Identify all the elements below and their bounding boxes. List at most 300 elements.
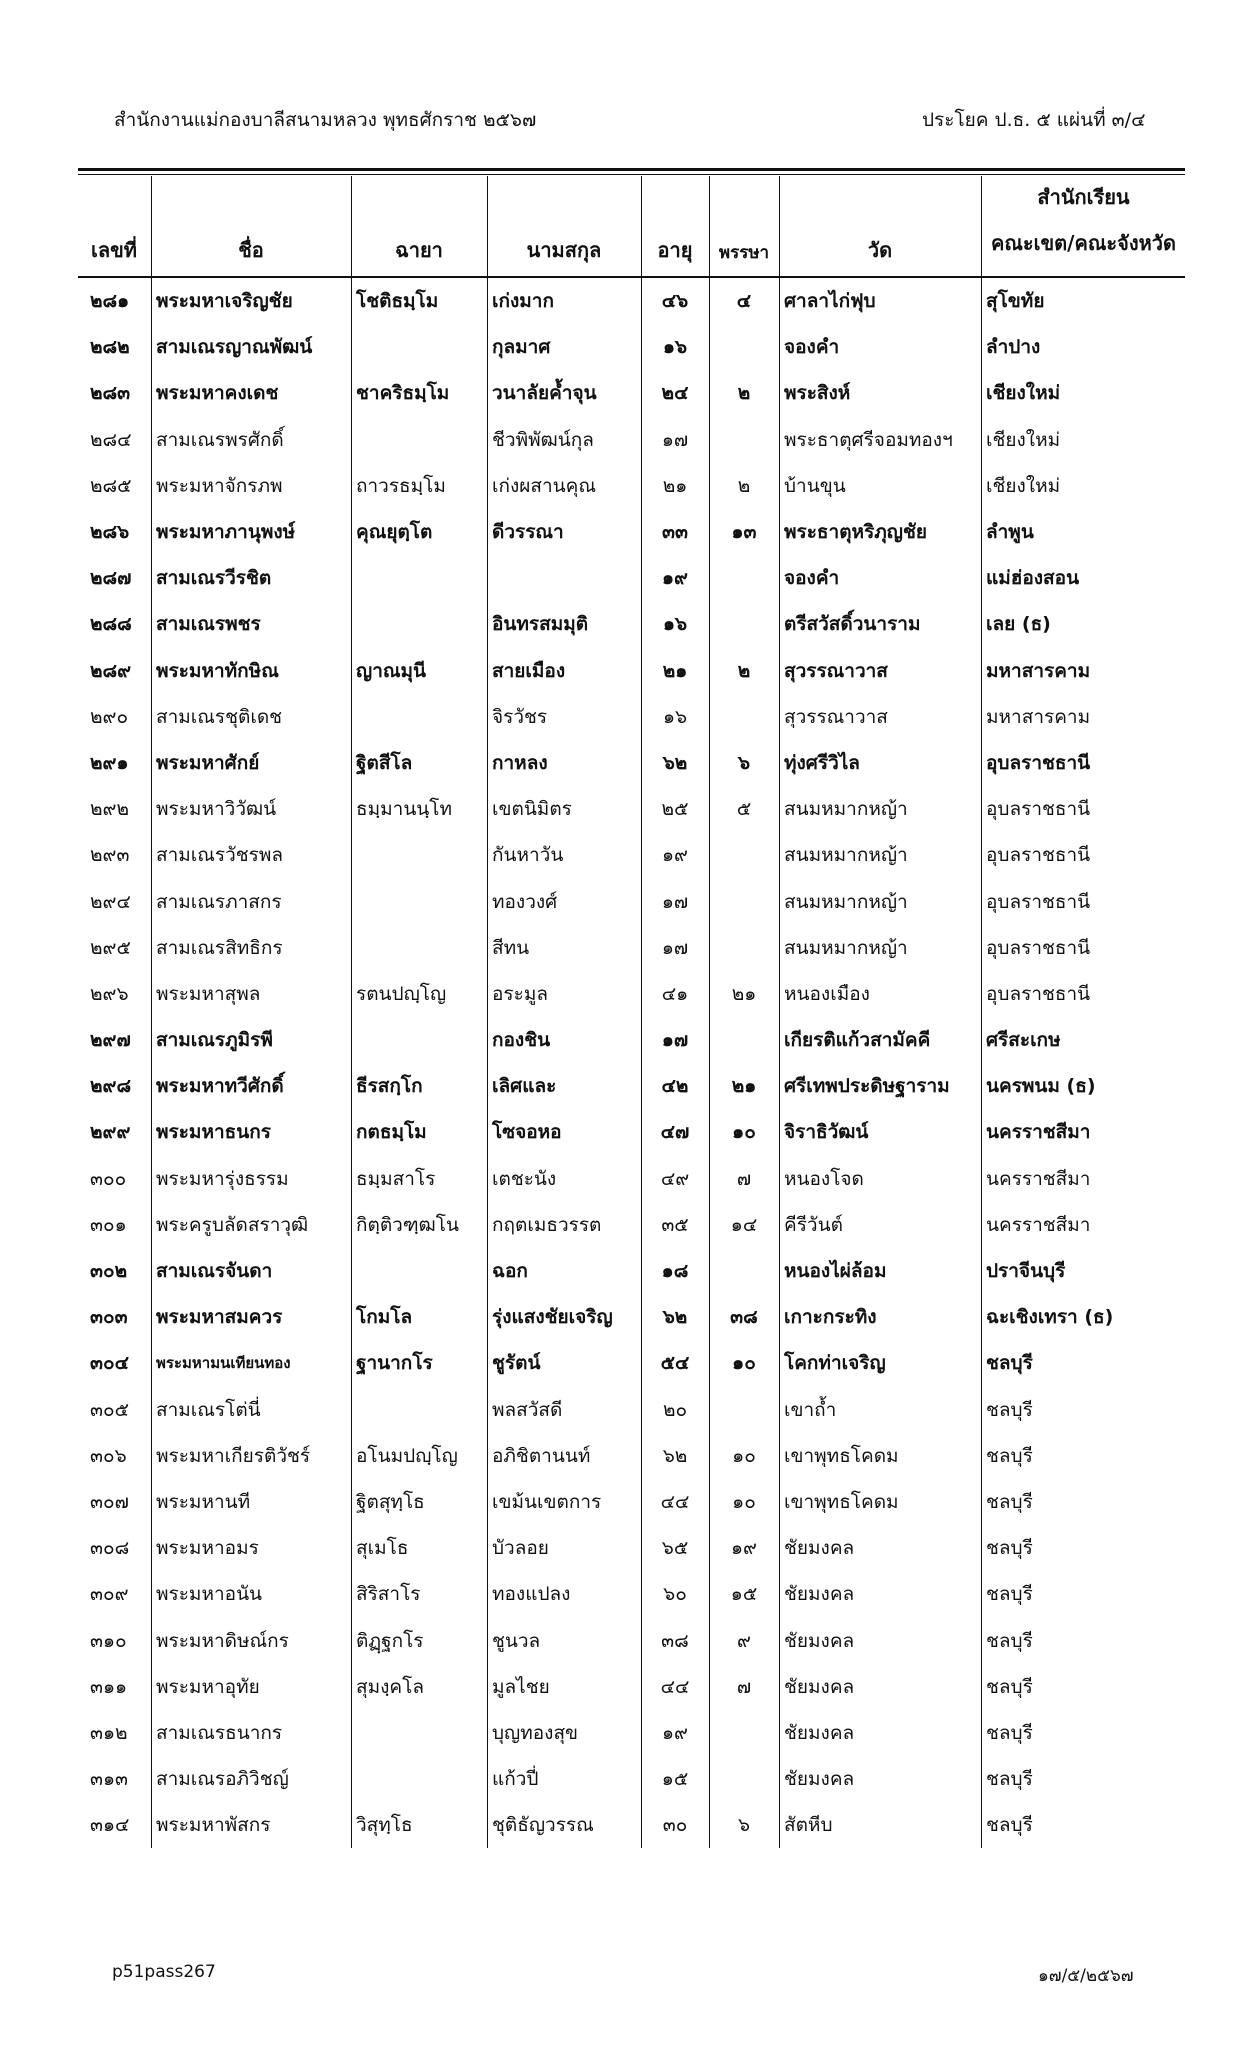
cell-pansa: ๒ (737, 382, 751, 405)
table-row (78, 601, 1185, 647)
cell-chaya: ติฏฺฐกโร (356, 1629, 424, 1652)
table-row (78, 1802, 1185, 1848)
cell-chaya (352, 1756, 486, 1802)
cell-age: ๑๗ (661, 1029, 689, 1052)
cell-chaya (352, 1387, 486, 1433)
cell-surname: เก่งผสานคุณ (492, 474, 596, 497)
cell-surname: บุญทองสุข (492, 1721, 579, 1744)
cell-age: ๔๒ (661, 1075, 689, 1098)
cell-province: ปราจีนบุรี (986, 1260, 1066, 1283)
cell-no: ๒๘๘ (90, 613, 132, 636)
table-row (78, 925, 1185, 971)
cell-surname: เก่งมาก (492, 290, 554, 313)
cell-surname: ชูรัตน์ (492, 1352, 541, 1375)
cell-surname: ชีวพิพัฒน์กุล (492, 428, 594, 451)
cell-no: ๓๐๘ (90, 1537, 130, 1560)
table-row (78, 1387, 1185, 1433)
cell-surname: มูลไชย (492, 1675, 550, 1698)
cell-age: ๓๐ (662, 1814, 688, 1837)
cell-name: พระมหาดิษณ์กร (156, 1629, 289, 1652)
cell-name: พระมหาศักย์ (156, 751, 260, 774)
cell-pansa: ๑๐ (732, 1444, 756, 1467)
table-row (78, 324, 1185, 370)
cell-no: ๒๘๔ (90, 428, 132, 451)
cell-surname: เลิศและ (492, 1075, 557, 1098)
cell-name: พระมหาเจริญชัย (156, 290, 293, 313)
cell-chaya (352, 925, 486, 971)
cell-pansa (710, 1710, 778, 1756)
cell-pansa: ๔ (736, 290, 752, 313)
table-row (78, 740, 1185, 786)
cell-surname: แก้วปี่ (492, 1768, 539, 1791)
table-row (78, 1571, 1185, 1617)
cell-no: ๒๙๘ (90, 1075, 132, 1098)
cell-surname: ชุติธัญวรรณ (492, 1814, 594, 1837)
table-row (78, 1756, 1185, 1802)
cell-wat: ชัยมงคล (784, 1768, 855, 1791)
cell-province: ชลบุรี (986, 1444, 1033, 1467)
cell-province: อุบลราชธานี (986, 982, 1091, 1005)
cell-surname: โซจอหอ (492, 1121, 562, 1144)
footer-date: ๑๗/๕/๒๕๖๗ (1038, 1966, 1134, 1986)
cell-pansa: ๗ (736, 1675, 752, 1698)
cell-chaya: คุณยุตฺโต (356, 521, 433, 544)
cell-chaya: ธมฺมานนฺโท (356, 798, 453, 821)
table-row (78, 555, 1185, 601)
cell-chaya: อโนมปญฺโญ (356, 1444, 458, 1467)
cell-name: พระมหาวิวัฒน์ (156, 798, 277, 821)
cell-pansa (710, 694, 778, 740)
cell-no: ๓๐๔ (90, 1352, 129, 1375)
cell-surname: ทองแปลง (492, 1583, 571, 1606)
cell-province: ชลบุรี (986, 1675, 1033, 1698)
table-row (78, 1294, 1185, 1340)
cell-age: ๔๙ (660, 1167, 690, 1190)
col-header-school-bottom: คณะเขต/คณะจังหวัด (990, 231, 1177, 255)
cell-name: พระมหาสมควร (156, 1306, 283, 1329)
cell-pansa (710, 601, 778, 647)
cell-surname: ฉอก (492, 1260, 528, 1283)
cell-pansa: ๗ (736, 1167, 752, 1190)
cell-province: ชลบุรี (986, 1537, 1033, 1560)
top-rule-thin (78, 174, 1185, 175)
table-row (78, 1340, 1185, 1386)
cell-age: ๒๔ (661, 382, 689, 405)
cell-province: แม่ฮ่องสอน (986, 567, 1080, 590)
cell-pansa: ๒๑ (731, 1075, 757, 1098)
cell-wat: พระธาตุศรีจอมทองฯ (784, 428, 953, 451)
cell-chaya: ถาวรธมฺโม (356, 474, 446, 497)
cell-surname: อินทรสมมุติ (492, 613, 589, 636)
cell-chaya: ชาคริธมฺโม (356, 382, 450, 405)
cell-surname: กุลมาศ (492, 336, 551, 359)
cell-pansa (710, 1756, 778, 1802)
cell-no: ๓๐๐ (90, 1167, 127, 1190)
cell-province: นครพนม (ธ) (986, 1075, 1096, 1098)
col-header-chaya: ฉายา (395, 238, 443, 262)
cell-age: ๑๙ (662, 1721, 688, 1744)
cell-wat: หนองไผ่ล้อม (784, 1260, 887, 1283)
cell-no: ๒๙๓ (90, 844, 130, 867)
cell-name: พระมหาจักรภพ (156, 474, 283, 497)
cell-age: ๓๕ (661, 1213, 689, 1236)
cell-surname: เขตนิมิตร (492, 798, 572, 821)
cell-province: ชลบุรี (986, 1490, 1033, 1513)
cell-name: พระครูบลัดสราวุฒิ (156, 1213, 309, 1236)
cell-province: เชียงใหม่ (986, 428, 1061, 451)
cell-wat: ชัยมงคล (784, 1629, 855, 1652)
cell-name: พระมหามนเทียนทอง (156, 1354, 291, 1373)
cell-chaya: ฐิตสุทฺโธ (356, 1490, 425, 1513)
col-divider (487, 176, 488, 1848)
cell-pansa: ๖ (737, 1814, 751, 1837)
cell-name: สามเณรวีรชิต (156, 567, 272, 590)
cell-no: ๒๙๔ (90, 890, 131, 913)
cell-pansa (710, 1248, 778, 1294)
cell-name: สามเณรวัชรพล (156, 844, 284, 867)
cell-name: สามเณรภูมิรพี (156, 1029, 273, 1052)
cell-province: เชียงใหม่ (986, 474, 1061, 497)
cell-province: อุบลราชธานี (986, 798, 1091, 821)
cell-age: ๔๖ (661, 290, 689, 313)
cell-no: ๒๙๖ (90, 982, 129, 1005)
cell-wat: พระสิงห์ (784, 382, 851, 405)
cell-wat: สุวรรณาวาส (784, 705, 888, 728)
cell-chaya (352, 555, 486, 601)
cell-age: ๑๗ (661, 890, 689, 913)
col-divider (641, 176, 642, 1848)
cell-no: ๓๐๗ (90, 1490, 129, 1513)
cell-pansa: ๑๐ (732, 1490, 756, 1513)
cell-wat: สนมหมากหญ้า (784, 798, 908, 821)
cell-chaya: รตนปญฺโญ (356, 982, 447, 1005)
cell-province: ศรีสะเกษ (986, 1029, 1061, 1052)
cell-province: นครราชสีมา (986, 1167, 1091, 1190)
cell-pansa: ๒ (737, 474, 751, 497)
cell-name: พระมหาอุทัย (156, 1675, 260, 1698)
cell-wat: พระธาตุหริภุญชัย (784, 521, 928, 544)
col-header-school-top: สำนักเรียน (1037, 185, 1130, 209)
cell-province: ชลบุรี (986, 1629, 1033, 1652)
cell-chaya: กตธมฺโม (356, 1121, 427, 1144)
cell-surname: กันหาวัน (492, 844, 564, 867)
cell-chaya: ฐิตสีโล (356, 751, 413, 774)
cell-province: ชลบุรี (986, 1352, 1033, 1375)
cell-age: ๑๙ (662, 567, 688, 590)
cell-wat: สนมหมากหญ้า (784, 844, 908, 867)
cell-name: พระมหาพัสกร (156, 1814, 271, 1837)
cell-name: สามเณรพชร (156, 613, 261, 636)
cell-no: ๒๙๕ (90, 936, 131, 959)
cell-name: พระมหาอมร (156, 1537, 259, 1560)
cell-province: ชลบุรี (986, 1583, 1033, 1606)
cell-wat: สนมหมากหญ้า (784, 936, 908, 959)
cell-wat: เขาพุทธโคดม (784, 1444, 899, 1467)
cell-wat: ชัยมงคล (784, 1675, 855, 1698)
cell-chaya: สุมงฺคโล (356, 1675, 424, 1698)
cell-no: ๓๐๙ (90, 1583, 129, 1606)
col-header-no: เลขที่ (91, 238, 137, 262)
cell-pansa (710, 925, 778, 971)
cell-age: ๖๐ (663, 1583, 687, 1606)
cell-chaya: สุเมโธ (356, 1537, 409, 1560)
table-row (78, 1617, 1185, 1663)
cell-name: สามเณรจันดา (156, 1260, 273, 1283)
cell-surname: เตชะนัง (492, 1167, 557, 1190)
cell-no: ๒๘๑ (90, 290, 130, 313)
table-row (78, 278, 1185, 324)
table-row (78, 509, 1185, 555)
cell-age: ๓๓ (662, 521, 688, 544)
cell-name: สามเณรญาณพัฒน์ (156, 336, 313, 359)
cell-province: ลำปาง (986, 336, 1041, 359)
cell-province: เลย (ธ) (986, 613, 1051, 636)
cell-name: พระมหาคงเดช (156, 382, 279, 405)
col-header-wat: วัด (867, 238, 893, 262)
cell-age: ๒๕ (661, 798, 689, 821)
cell-name: สามเณรธนากร (156, 1721, 283, 1744)
cell-chaya: ธีรสกฺโก (356, 1075, 423, 1098)
cell-chaya (352, 878, 486, 924)
cell-name: สามเณรพรศักดิ์ (156, 428, 284, 451)
cell-pansa: ๑๙ (731, 1537, 757, 1560)
cell-no: ๓๐๓ (90, 1306, 128, 1329)
col-header-school (982, 176, 1185, 276)
cell-name: พระมหารุ่งธรรม (156, 1167, 289, 1190)
cell-age: ๑๗ (661, 936, 689, 959)
cell-pansa: ๕ (736, 798, 752, 821)
cell-no: ๓๑๓ (90, 1768, 129, 1791)
table-row (78, 1109, 1185, 1155)
cell-pansa: ๓๘ (730, 1306, 758, 1329)
col-divider (151, 176, 152, 1848)
cell-surname: สายเมือง (492, 659, 566, 682)
cell-no: ๒๘๗ (90, 567, 132, 590)
cell-surname: ชูนวล (492, 1629, 541, 1652)
cell-province: เชียงใหม่ (986, 382, 1061, 405)
cell-wat: ตรีสวัสดิ์วนาราม (784, 613, 921, 636)
cell-surname: พลสวัสดี (492, 1398, 563, 1421)
cell-name: พระมหานที (156, 1490, 251, 1513)
cell-wat: สนมหมากหญ้า (784, 890, 908, 913)
cell-wat: ชัยมงคล (784, 1721, 855, 1744)
cell-name: พระมหาสุพล (156, 982, 261, 1005)
col-divider (351, 176, 352, 1848)
table-row (78, 648, 1185, 694)
cell-age: ๑๖ (662, 613, 688, 636)
cell-surname: กฤตเมธวรรต (492, 1213, 602, 1236)
cell-wat: ทุ่งศรีวิไล (784, 751, 860, 774)
cell-no: ๓๑๒ (90, 1721, 128, 1744)
cell-chaya: โชติธมฺโม (356, 290, 439, 313)
cell-no: ๒๙๒ (90, 798, 129, 821)
table-row (78, 1479, 1185, 1525)
cell-pansa (710, 555, 778, 601)
cell-province: สุโขทัย (986, 290, 1045, 313)
table-row (78, 1525, 1185, 1571)
cell-wat: จองคำ (784, 567, 840, 590)
cell-pansa: ๑๔ (730, 1213, 758, 1236)
cell-wat: เกียรติแก้วสามัคคี (784, 1029, 931, 1052)
cell-province: ลำพูน (986, 521, 1034, 544)
cell-province: ชลบุรี (986, 1814, 1033, 1837)
cell-pansa (710, 1017, 778, 1063)
cell-no: ๒๘๕ (90, 474, 132, 497)
col-header-surname: นามสกุล (526, 238, 602, 262)
cell-chaya: โกมโล (356, 1306, 413, 1329)
cell-no: ๒๙๙ (90, 1121, 131, 1144)
cell-pansa: ๒๑ (731, 982, 757, 1005)
results-table (78, 176, 1185, 1848)
cell-no: ๒๙๗ (90, 1029, 131, 1052)
cell-surname: วนาลัยค้ำจุน (492, 382, 597, 405)
cell-pansa (710, 832, 778, 878)
cell-province: อุบลราชธานี (986, 844, 1091, 867)
table-row (78, 878, 1185, 924)
cell-age: ๖๒ (662, 1444, 688, 1467)
cell-province: ชลบุรี (986, 1721, 1033, 1744)
cell-no: ๒๘๓ (90, 382, 131, 405)
cell-chaya: ธมฺมสาโร (356, 1167, 436, 1190)
cell-surname: ดีวรรณา (492, 521, 564, 544)
table-body (78, 278, 1185, 1848)
cell-pansa (710, 878, 778, 924)
cell-no: ๒๙๑ (90, 751, 129, 774)
col-header-age: อายุ (657, 238, 693, 262)
cell-surname: อภิชิตานนท์ (492, 1444, 591, 1467)
cell-pansa: ๑๐ (732, 1121, 756, 1144)
table-row (78, 971, 1185, 1017)
cell-age: ๔๑ (661, 982, 689, 1005)
table-row (78, 1433, 1185, 1479)
cell-wat: จองคำ (784, 336, 840, 359)
table-row (78, 1202, 1185, 1248)
cell-no: ๒๘๙ (90, 659, 132, 682)
cell-surname: บัวลอย (492, 1537, 549, 1560)
cell-pansa: ๑๓ (731, 521, 757, 544)
footer-code: p51pass267 (112, 1962, 216, 1982)
cell-surname: อระมูล (492, 982, 548, 1005)
cell-province: อุบลราชธานี (986, 936, 1091, 959)
cell-name: สามเณรชุติเดช (156, 705, 283, 728)
cell-chaya (352, 694, 486, 740)
cell-pansa: ๑๐ (732, 1352, 756, 1375)
cell-age: ๓๘ (661, 1629, 689, 1652)
header-office: สำนักงานแม่กองบาลีสนามหลวง พุทธศักราช ๒๕๖๗ (114, 109, 537, 131)
cell-chaya (352, 417, 486, 463)
cell-name: พระมหาอนัน (156, 1583, 263, 1606)
cell-surname: ทองวงศ์ (492, 890, 558, 913)
col-divider (981, 176, 982, 1848)
cell-surname: เขม้นเขตการ (492, 1490, 602, 1513)
cell-age: ๑๕ (661, 1768, 689, 1791)
top-rule (78, 168, 1185, 171)
cell-no: ๒๘๖ (90, 521, 130, 544)
cell-age: ๔๗ (660, 1121, 690, 1144)
cell-pansa (710, 417, 778, 463)
cell-chaya: วิสุทฺโธ (356, 1814, 413, 1837)
cell-chaya: สิริสาโร (356, 1583, 421, 1606)
cell-no: ๓๐๖ (90, 1444, 127, 1467)
cell-age: ๑๖ (662, 705, 688, 728)
cell-age: ๔๔ (660, 1490, 690, 1513)
cell-surname: จิรวัชร (492, 705, 548, 728)
cell-wat: บ้านขุน (784, 474, 846, 497)
table-row (78, 417, 1185, 463)
table-row (78, 832, 1185, 878)
cell-pansa (710, 1387, 778, 1433)
cell-chaya: ฐานากโร (356, 1352, 433, 1375)
cell-age: ๑๙ (662, 844, 688, 867)
col-header-pansa: พรรษา (718, 243, 770, 263)
cell-wat: ชัยมงคล (784, 1537, 855, 1560)
col-divider (709, 176, 710, 1848)
cell-name: สามเณรสิทธิกร (156, 936, 283, 959)
col-header-name: ชื่อ (238, 238, 264, 262)
table-header (78, 176, 1185, 278)
cell-no: ๓๐๒ (90, 1260, 128, 1283)
cell-age: ๕๔ (660, 1352, 690, 1375)
cell-name: พระมหาทวีศักดิ์ (156, 1075, 284, 1098)
cell-chaya (352, 1710, 486, 1756)
cell-province: ชลบุรี (986, 1768, 1033, 1791)
col-divider (779, 176, 780, 1848)
cell-name: พระมหาเกียรติวัชร์ (156, 1444, 311, 1467)
cell-pansa: ๙ (737, 1629, 751, 1652)
cell-age: ๔๔ (660, 1675, 690, 1698)
cell-province: นครราชสีมา (986, 1213, 1091, 1236)
cell-no: ๓๐๑ (90, 1213, 127, 1236)
cell-no: ๓๑๑ (90, 1675, 128, 1698)
cell-chaya (352, 601, 486, 647)
cell-no: ๒๘๒ (90, 336, 130, 359)
cell-chaya (352, 832, 486, 878)
cell-surname (488, 555, 640, 601)
cell-no: ๓๑๐ (90, 1629, 127, 1652)
cell-chaya (352, 324, 486, 370)
cell-province: นครราชสีมา (986, 1121, 1091, 1144)
cell-age: ๒๑ (662, 474, 688, 497)
table-row (78, 1710, 1185, 1756)
cell-wat: หนองโจด (784, 1167, 864, 1190)
cell-pansa: ๒ (737, 659, 751, 682)
table-row (78, 1017, 1185, 1063)
table-row (78, 1063, 1185, 1109)
cell-province: อุบลราชธานี (986, 751, 1091, 774)
cell-wat: สัตหีบ (784, 1814, 833, 1837)
cell-province: ฉะเชิงเทรา (ธ) (986, 1306, 1114, 1329)
cell-wat: เขาพุทธโคดม (784, 1490, 899, 1513)
table-row (78, 786, 1185, 832)
header-sheet-info: ประโยค ป.ธ. ๕ แผ่นที่ ๓/๔ (922, 109, 1146, 131)
cell-age: ๖๒ (662, 1306, 688, 1329)
cell-pansa: ๖ (737, 751, 751, 774)
table-row (78, 370, 1185, 416)
cell-pansa (710, 324, 778, 370)
table-row (78, 1248, 1185, 1294)
cell-pansa: ๑๕ (730, 1583, 758, 1606)
cell-chaya (352, 1248, 486, 1294)
table-row (78, 1156, 1185, 1202)
cell-wat: หนองเมือง (784, 982, 870, 1005)
cell-chaya (352, 1017, 486, 1063)
cell-age: ๒๐ (662, 1398, 688, 1421)
cell-name: สามเณรอภิวิชญ์ (156, 1768, 289, 1791)
cell-name: พระมหาภานุพงษ์ (156, 521, 296, 544)
cell-surname: กาหลง (492, 751, 548, 774)
cell-surname: รุ่งแสงชัยเจริญ (492, 1306, 613, 1329)
cell-wat: ศรีเทพประดิษฐาราม (784, 1075, 950, 1098)
